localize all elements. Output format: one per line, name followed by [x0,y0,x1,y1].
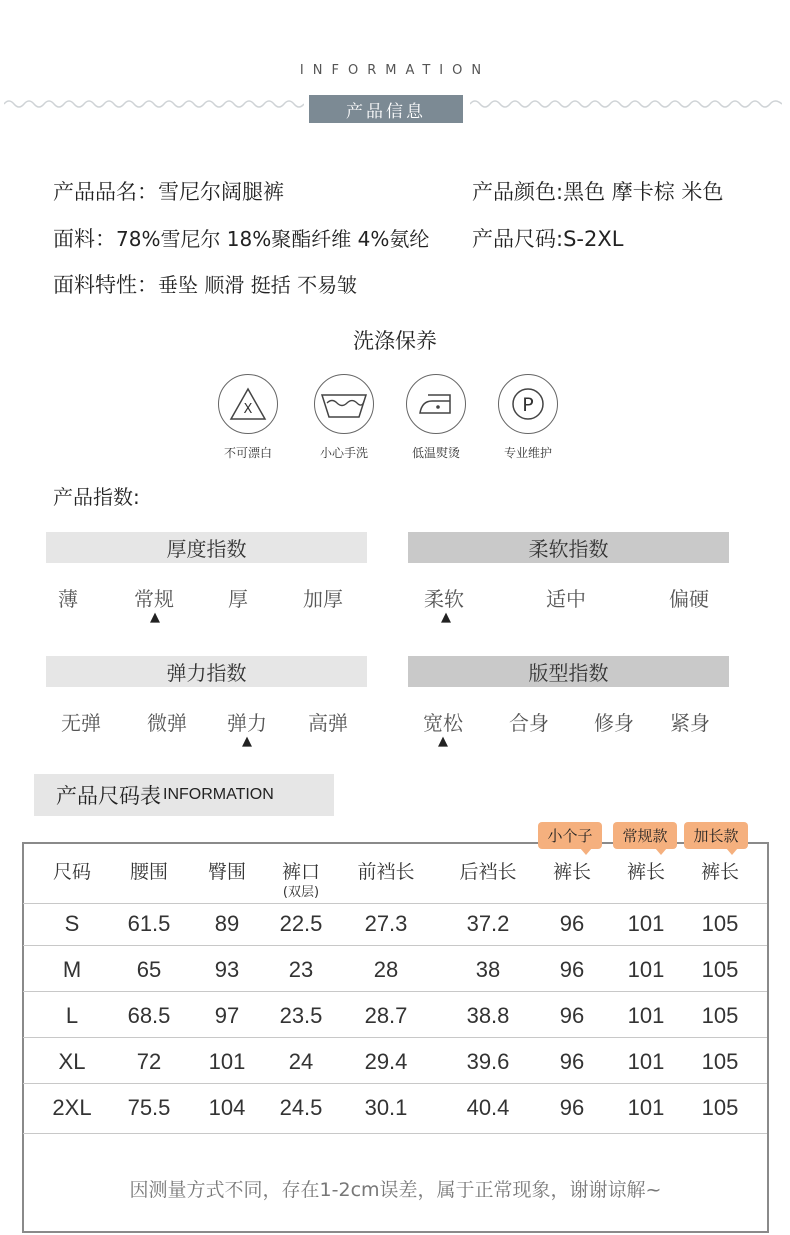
fabric-feature-row [53,269,357,299]
elasticity-option-slight: 微弹 [147,711,187,735]
header-length-petite: 裤长 [552,861,591,883]
fit-option-regular: 合身 [509,711,549,735]
cell-length-regular: 101 [627,1095,665,1120]
cell-length-regular: 101 [627,1003,665,1028]
product-color-label: 产品颜色: [472,180,564,204]
cell-length-long: 105 [701,1095,739,1120]
cell-length-regular: 101 [627,911,665,936]
svg-text:X: X [243,402,253,417]
cell-front-rise: 28.7 [364,1003,408,1028]
cell-leg-opening: 24 [288,1049,314,1074]
softness-option-soft: 柔软 [424,587,464,611]
information-heading: INFORMATION [299,63,491,78]
cell-waist: 68.5 [127,1003,171,1028]
elasticity-option-elastic: 弹力 [227,711,267,735]
cell-front-rise: 27.3 [364,911,408,936]
elasticity-index-header: 弹力指数 [46,656,367,687]
cell-length-petite: 96 [559,1049,585,1074]
cell-length-long: 105 [701,1003,739,1028]
thickness-option-regular: 常规 [134,587,174,611]
product-size-value: S-2XL [563,227,624,251]
cell-length-long: 105 [701,957,739,982]
elasticity-option-none: 无弹 [61,711,101,735]
measurement-note: 因测量方式不同，存在1-2cm误差，属于正常现象，谢谢谅解~ [129,1179,662,1201]
product-color-row [472,176,723,206]
fabric-value: 78%雪尼尔 18%聚酯纤维 4%氨纶 [116,227,430,251]
cell-back-rise: 38.8 [466,1003,510,1028]
thickness-option-thin: 薄 [58,587,78,611]
section-badge-product-info: 产品信息 [309,95,463,123]
header-size: 尺码 [52,861,91,883]
care-label-hand-wash: 小心手洗 [319,446,368,460]
cell-length-petite: 96 [559,911,585,936]
no-bleach-icon [218,374,278,434]
cell-leg-opening: 24.5 [279,1095,323,1120]
header-back-rise: 后裆长 [459,861,517,883]
cell-length-petite: 96 [559,1003,585,1028]
fabric-feature-value: 垂坠 顺滑 挺括 不易皱 [158,273,358,297]
tag-regular: 常规款 [613,822,677,849]
svg-text:P: P [522,394,534,416]
product-size-label: 产品尺码: [472,227,564,251]
lace-divider-right [470,96,782,112]
cell-leg-opening: 23 [288,957,314,982]
softness-option-medium: 适中 [546,587,586,611]
care-label-low-temp-iron: 低温熨烫 [411,446,460,460]
cell-leg-opening: 22.5 [279,911,323,936]
care-item-low-temp-iron [386,374,486,461]
size-table-title-en: INFORMATION [163,786,274,803]
care-item-no-bleach [198,374,298,461]
header-front-rise: 前裆长 [357,861,415,883]
header-leg-opening-sub: (双层) [282,885,320,900]
cell-waist: 72 [136,1049,162,1074]
cell-size: S [64,911,80,936]
care-title: 洗涤保养 [353,329,437,353]
care-label-no-bleach: 不可漂白 [223,446,272,460]
cell-hip: 97 [214,1003,240,1028]
size-table-title-cn: 产品尺码表 [56,784,161,808]
softness-selected-marker: ▲ [441,610,451,625]
cell-length-long: 105 [701,911,739,936]
cell-hip: 93 [214,957,240,982]
row-divider [23,1037,767,1038]
care-label-professional-care: 专业维护 [503,446,552,460]
cell-size: M [62,957,82,982]
cell-back-rise: 40.4 [466,1095,510,1120]
lace-divider-left [4,96,304,112]
cell-length-long: 105 [701,1049,739,1074]
cell-front-rise: 30.1 [364,1095,408,1120]
low-temp-iron-icon [406,374,466,434]
product-color-value: 黑色 摩卡棕 米色 [563,180,724,204]
thickness-option-extra-thick: 加厚 [303,587,343,611]
fabric-feature-label: 面料特性： [53,273,158,297]
fit-selected-marker: ▲ [438,734,448,749]
professional-care-icon [498,374,558,434]
fit-option-loose: 宽松 [423,711,463,735]
index-title: 产品指数: [53,485,140,509]
cell-length-petite: 96 [559,957,585,982]
header-length-regular: 裤长 [626,861,665,883]
thickness-index-header: 厚度指数 [46,532,367,563]
care-item-hand-wash [294,374,394,461]
header-leg-opening: 裤口 [281,861,320,883]
cell-leg-opening: 23.5 [279,1003,323,1028]
thickness-selected-marker: ▲ [150,610,160,625]
row-divider [23,945,767,946]
cell-hip: 101 [208,1049,246,1074]
elasticity-selected-marker: ▲ [242,734,252,749]
header-hip: 臀围 [207,861,246,883]
header-length-long: 裤长 [700,861,739,883]
row-divider [23,991,767,992]
product-name-value: 雪尼尔阔腿裤 [158,180,284,204]
header-waist: 腰围 [129,861,168,883]
product-name-row [53,176,284,206]
fabric-row [53,223,429,253]
softness-option-hard: 偏硬 [669,587,709,611]
row-divider [23,903,767,904]
fit-index-header: 版型指数 [408,656,729,687]
cell-length-petite: 96 [559,1095,585,1120]
elasticity-option-high: 高弹 [308,711,348,735]
cell-length-regular: 101 [627,1049,665,1074]
cell-back-rise: 39.6 [466,1049,510,1074]
cell-back-rise: 38 [475,957,501,982]
cell-front-rise: 29.4 [364,1049,408,1074]
care-item-professional-care [478,374,578,461]
softness-index-header: 柔软指数 [408,532,729,563]
cell-hip: 89 [214,911,240,936]
product-size-row [472,223,623,253]
cell-back-rise: 37.2 [466,911,510,936]
tag-petite: 小个子 [538,822,602,849]
cell-waist: 75.5 [127,1095,171,1120]
product-name-label: 产品品名： [53,180,158,204]
cell-front-rise: 28 [373,957,399,982]
cell-waist: 65 [136,957,162,982]
cell-waist: 61.5 [127,911,171,936]
cell-length-regular: 101 [627,957,665,982]
cell-size: 2XL [52,1095,92,1120]
thickness-option-thick: 厚 [228,587,248,611]
tag-long: 加长款 [684,822,748,849]
cell-hip: 104 [208,1095,246,1120]
row-divider [23,1133,767,1134]
cell-size: L [65,1003,79,1028]
fit-option-tight: 紧身 [670,711,710,735]
fabric-label: 面料： [53,227,116,251]
hand-wash-icon [314,374,374,434]
cell-size: XL [58,1049,86,1074]
fit-option-slim: 修身 [594,711,634,735]
row-divider [23,1083,767,1084]
size-table-title [34,774,334,816]
